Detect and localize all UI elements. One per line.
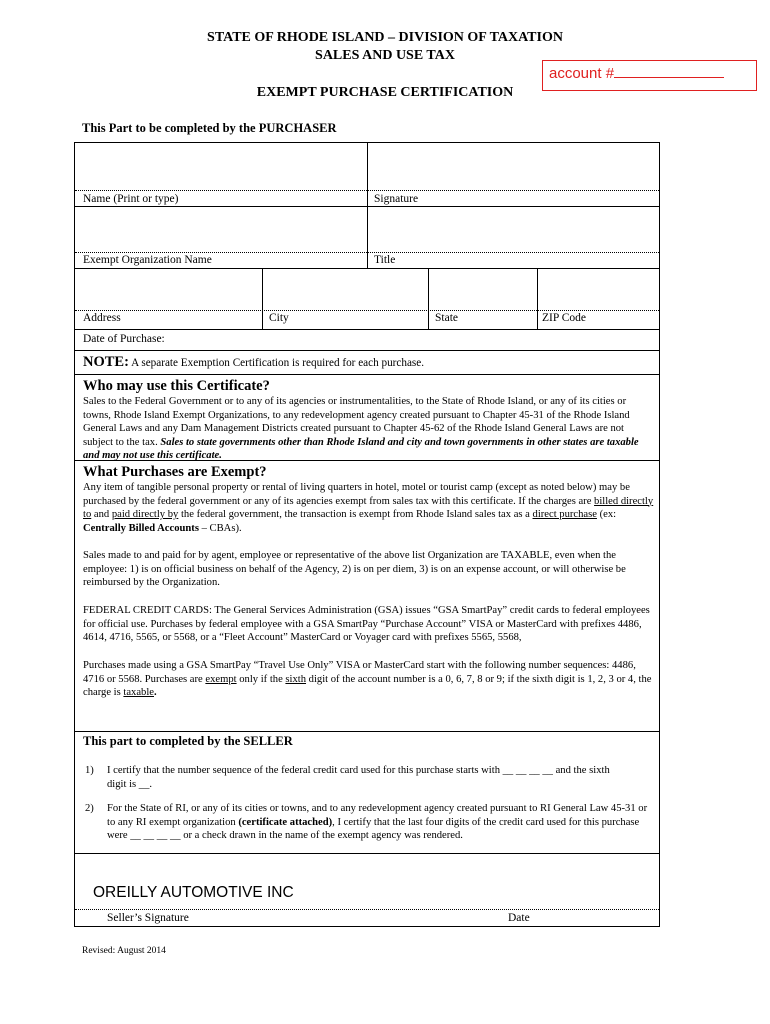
- seller-item2-num: 2): [85, 803, 94, 814]
- seller-item2-part: , I certify that the last four digits of the credit card used for this purchase were __ __ __ __ or a check drawn in the name of the exempt agency was rendered.: [107, 816, 640, 841]
- date-of-purchase-row[interactable]: [74, 329, 660, 351]
- what-p4-exempt: exempt: [205, 673, 237, 685]
- account-label: account #: [549, 65, 615, 82]
- who-section: [74, 374, 660, 461]
- who-text: Sales to the Federal Government or to any of its agencies or instrumentalities, to the State of Rhode Island, or any of its cities or towns, Rhode Island Exempt Organizations, to any redevelopment agency created pursuant to Chapter 45-31 of the Rhode Island General Laws and any Dam Management Districts created pursuant to Chapter 45-62 of the Rhode Island General Laws are not subject to the tax.: [83, 396, 630, 448]
- what-p1-text: – CBAs).: [198, 522, 242, 534]
- grid-line: [75, 268, 659, 269]
- what-p1-text: (ex:: [596, 509, 617, 520]
- seller-section-title: This part to completed by the SELLER: [83, 734, 293, 748]
- who-emphasis: Sales to state governments other than Rhode Island and city and town governments in other states are taxable and may not use this certificate.: [83, 436, 639, 461]
- seller-item2-text: [107, 802, 652, 843]
- what-p1-direct: direct purchase: [532, 509, 597, 520]
- seller-item1-text: I certify that the number sequence of the federal credit card used for this purchase starts with __ __ __ __ and the sixth digit is __.: [107, 765, 610, 790]
- what-paragraph-4: [83, 659, 655, 700]
- what-p4-text: Purchases made using a GSA SmartPay “Travel Use Only” VISA or MasterCard start with the following number sequences: 4486, 4716 or 5568. Purchases are: [83, 660, 636, 685]
- state-label: State: [435, 312, 458, 324]
- note-row: [74, 350, 660, 375]
- grid-line: [75, 310, 659, 311]
- seller-item1-num: 1): [85, 765, 94, 776]
- grid-line: [75, 190, 659, 191]
- what-p4-text: digit of the account number is a 0, 6, 7, 8 or 9; if the sixth digit is 1, 2, 3 or 4, the charge is: [83, 673, 652, 698]
- what-p1-text: and: [91, 509, 112, 520]
- who-body: [83, 395, 655, 463]
- grid-divider: [262, 268, 263, 329]
- purchaser-grid: [74, 142, 660, 330]
- seller-signature-box[interactable]: [74, 853, 660, 927]
- address-label: Address: [83, 312, 121, 324]
- seller-name: OREILLY AUTOMOTIVE INC: [93, 884, 294, 901]
- what-p4-taxable: taxable: [123, 687, 154, 698]
- note-text: [83, 353, 424, 371]
- account-blank: [614, 65, 724, 78]
- what-paragraph-2: Sales made to and paid for by agent, employee or representative of the above list Organization are TAXABLE, even when the employee: 1) is on official business on behalf of the Agency, 2) is on per diem, 3) is on an expense account, or will otherwise be reimbursed by the Organization.: [83, 550, 626, 588]
- what-paragraph-3: FEDERAL CREDIT CARDS: The General Services Administration (GSA) issues “GSA SmartPay” credit cards to federal employees for official use. Purchases by federal employee with a GSA SmartPay “Purchase Account” VISA or MasterCard with prefixes 4486, 4614, 4716, 5565, or 5568, or a “Fleet Account” MasterCard or Voyager card with prefixes 5565, 5568,: [83, 605, 650, 643]
- what-p1-cba: Centrally Billed Accounts: [83, 522, 199, 534]
- grid-divider: [537, 268, 538, 329]
- seller-item2-attached: (certificate attached): [238, 816, 333, 828]
- who-heading: Who may use this Certificate?: [83, 378, 270, 394]
- what-p1-text: the federal government, the transaction is exempt from Rhode Island sales tax as a: [178, 509, 533, 520]
- what-p4-sixth: sixth: [285, 673, 307, 685]
- what-p1-paid: paid directly by: [111, 509, 179, 520]
- what-p1-text: Any item of tangible personal property or rental of living quarters in hotel, motel or tourist camp (except as noted below) may be purchased by the federal government or any of its agencies exempt from sales tax with this certificate. If the charges are: [83, 482, 630, 507]
- what-paragraph-1: [83, 481, 655, 535]
- form-title-line3: EXEMPT PURCHASE CERTIFICATION: [256, 85, 514, 100]
- revision-note: Revised: August 2014: [82, 946, 166, 956]
- note-prefix: NOTE:: [83, 354, 129, 370]
- seller-date-label: Date: [508, 912, 530, 924]
- grid-line: [75, 206, 659, 207]
- what-heading: What Purchases are Exempt?: [83, 464, 267, 480]
- seller-signature-label: Seller’s Signature: [107, 912, 189, 924]
- note-body: A separate Exemption Certification is required for each purchase.: [128, 357, 425, 369]
- signature-line: [75, 909, 659, 910]
- what-p4-text: only if the: [236, 673, 286, 685]
- org-name-label: Exempt Organization Name: [83, 254, 212, 266]
- date-of-purchase-label: Date of Purchase:: [83, 333, 165, 345]
- what-section: [74, 460, 660, 732]
- form-title-line2: SALES AND USE TAX: [315, 48, 455, 63]
- zip-label: ZIP Code: [542, 312, 586, 324]
- city-label: City: [269, 312, 289, 324]
- seller-section: [74, 731, 660, 854]
- grid-divider: [428, 268, 429, 329]
- grid-line: [75, 252, 659, 253]
- title-label: Title: [374, 254, 396, 266]
- name-label: Name (Print or type): [83, 193, 179, 205]
- what-p1-billed: billed directly to: [83, 495, 654, 520]
- purchaser-section-title: This Part to be completed by the PURCHASER: [82, 121, 337, 135]
- signature-label: Signature: [374, 193, 419, 205]
- what-p4-text: .: [154, 687, 157, 698]
- form-title-line1: STATE OF RHODE ISLAND – DIVISION OF TAXATION: [207, 30, 563, 45]
- seller-item2-part: For the State of RI, or any of its cities or towns, and to any redevelopment agency created pursuant to RI General Law 45-31 or to any RI exempt organization: [107, 803, 648, 828]
